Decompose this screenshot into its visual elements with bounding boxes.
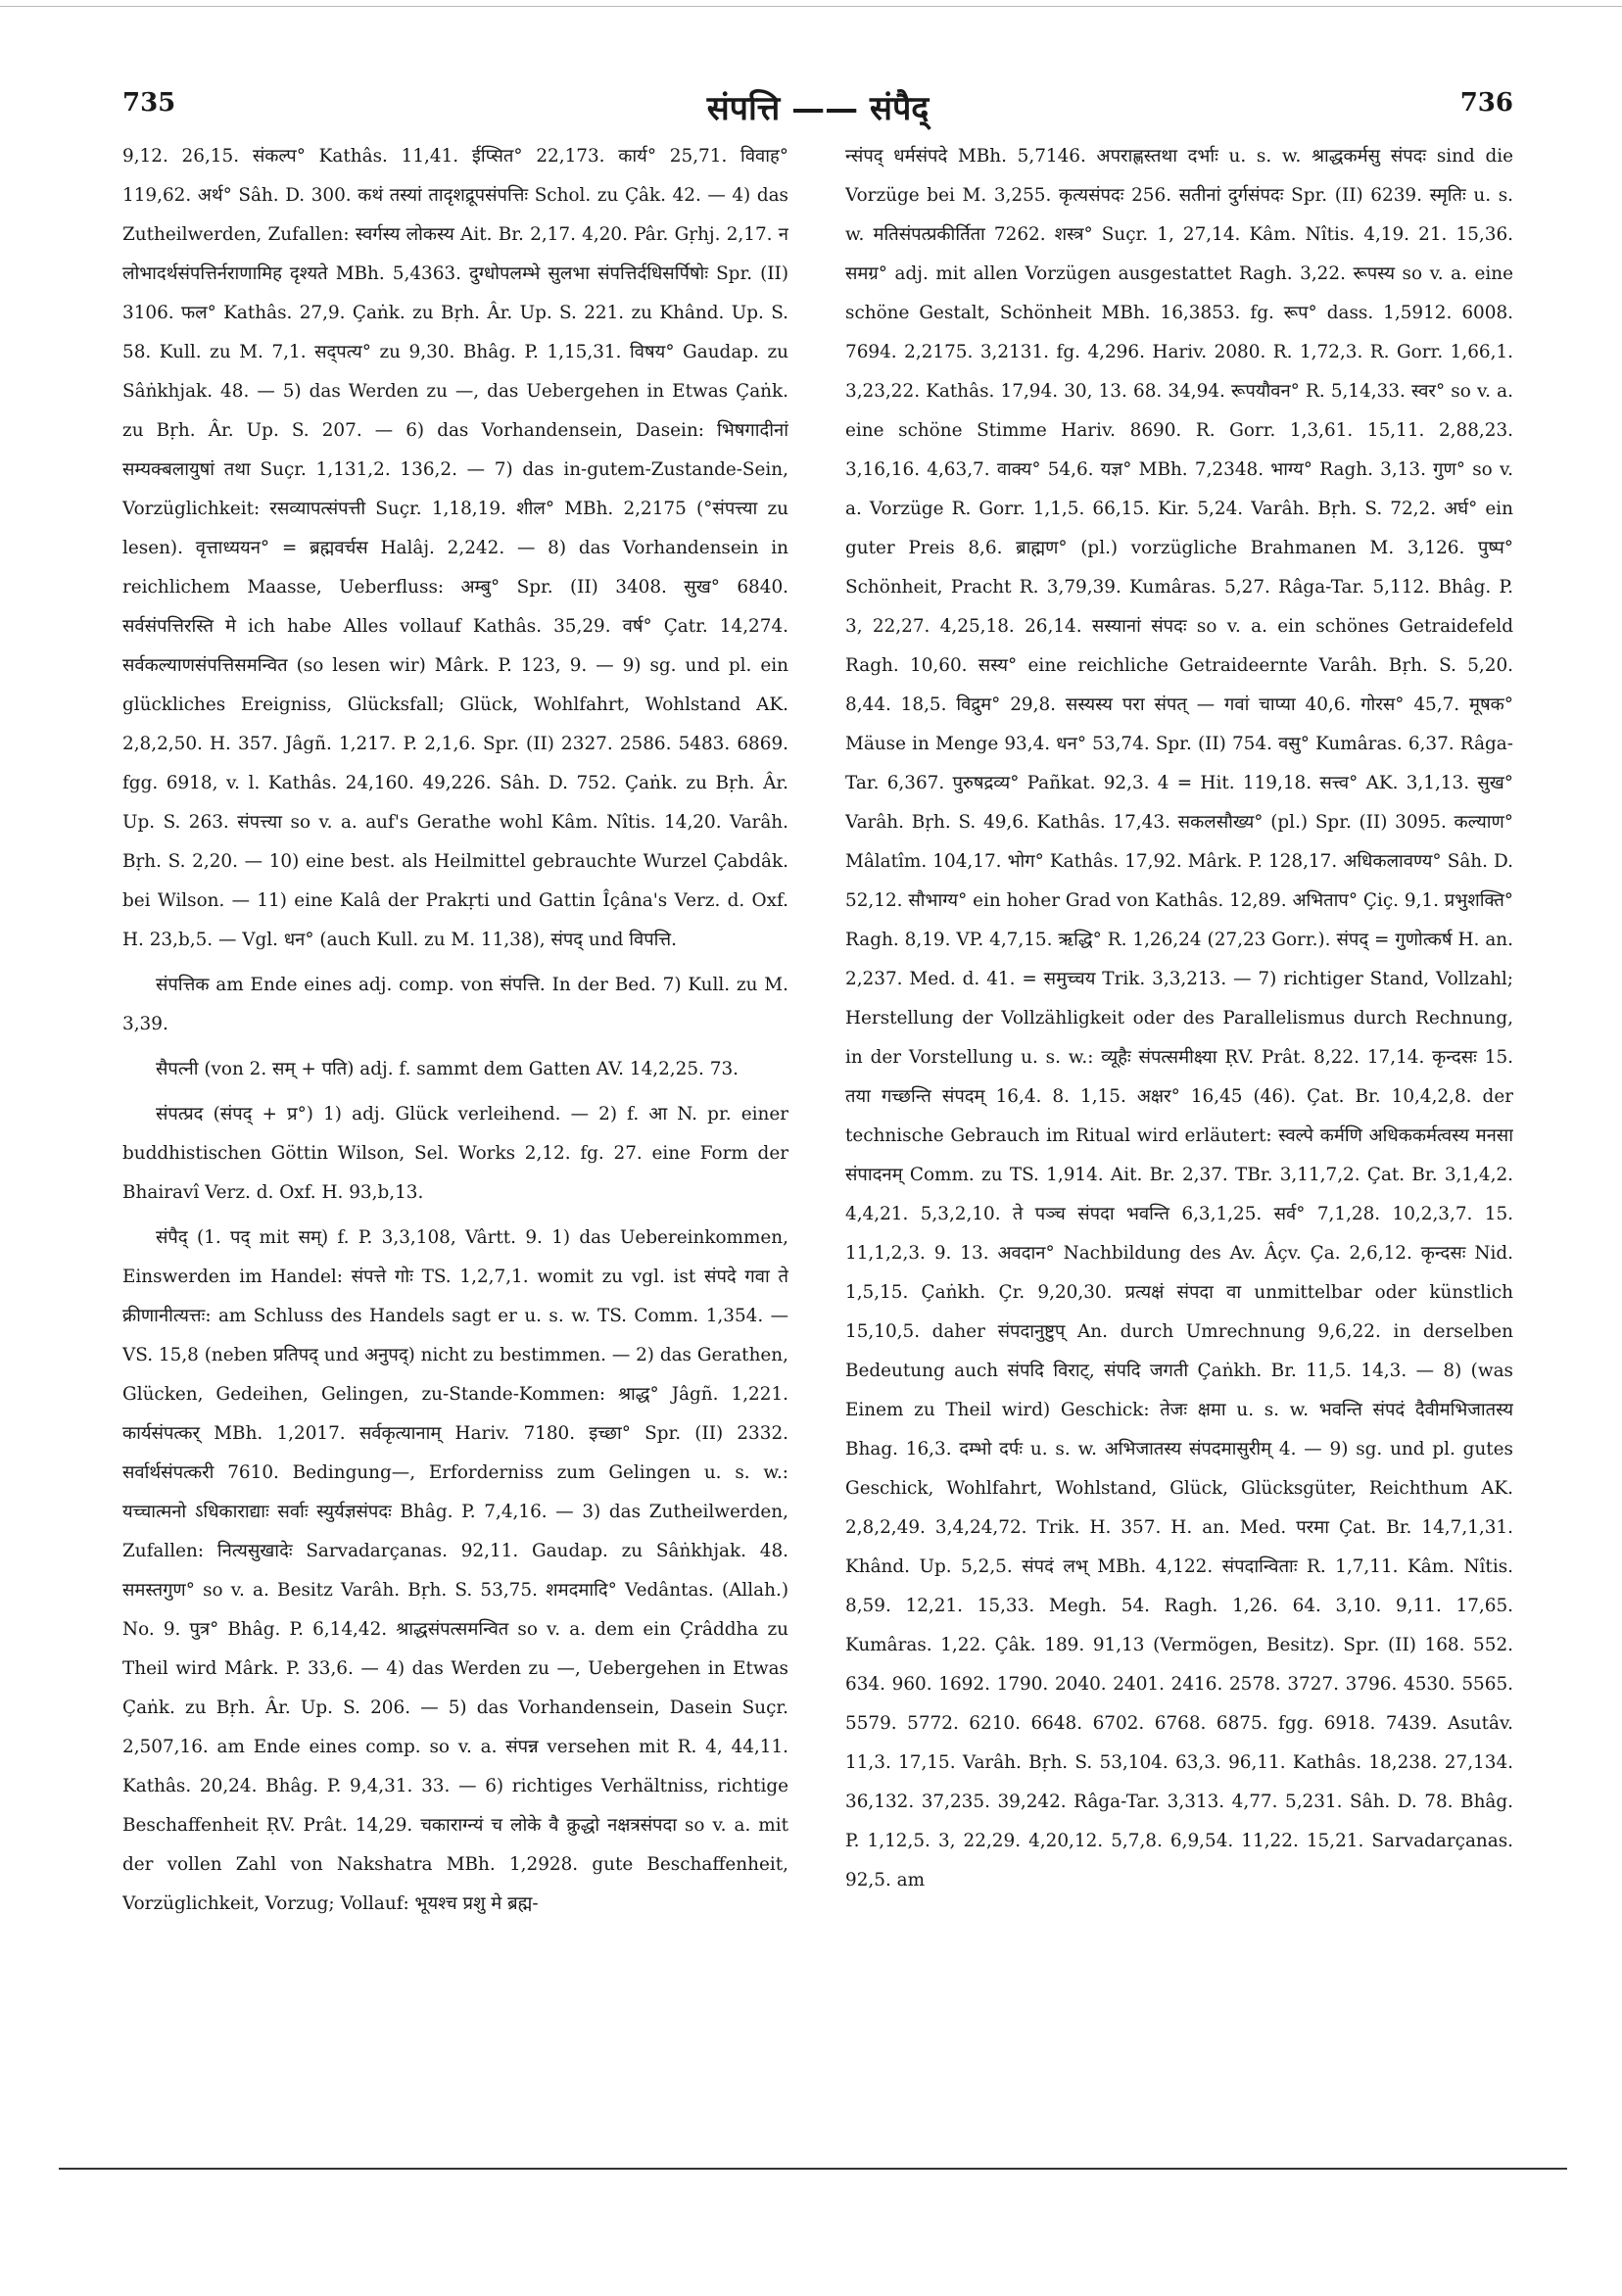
entry-sampattika: संपत्तिक am Ende eines adj. comp. von संपत्ति. In der Bed. 7) Kull. zu M. 3,39. [122,975,788,1034]
entry-sampatprada: संपत्प्रद (संपद् + प्र°) 1) adj. Glück verleihend. — 2) f. आ N. pr. einer buddhistischen Göttin Wilson, Sel. Works 2,12. fg. 27. eine Form der Bhairavî Verz. d. Oxf. H. 93,b,13. [122,1104,788,1203]
top-edge-rule [0,0,1622,7]
page-number-right: 736 [1459,88,1513,118]
page-number-left: 735 [122,88,176,118]
entry-sampad: संपैद् (1. पद् mit सम्) f. P. 3,3,108, Vârtt. 9. 1) das Uebereinkommen, Einswerden im Handel: संपत्ते गोः TS. 1,2,7,1. womit zu vgl. ist संपदे गवा ते क्रीणानीत्यत्तः: am Schluss des Handels sagt er u. s. w. TS. Comm. 1,354. — VS. 15,8 (neben प्रतिपद् und अनुपद्) nicht zu bestimmen. — 2) das Gerathen, Glücken, Gedeihen, Gelingen, zu-Stande-Kommen: श्राद्ध° Jâgñ. 1,221. कार्यसंपत्कर् MBh. 1,2017. सर्वकृत्यानाम् Hariv. 7180. इच्छा° Spr. (II) 2332. सर्वार्थसंपत्करी 7610. Bedingung—, Erforderniss zum Gelingen u. s. w.: यच्चात्मनो ऽधिकाराद्याः सर्वाः स्युर्यज्ञसंपदः Bhâg. P. 7,4,16. — 3) das Zutheilwerden, Zufallen: नित्यसुखादेः Sarvadarçanas. 92,11. Gaudap. zu Sâṅkhjak. 48. समस्तगुण° so v. a. Besitz Varâh. Bṛh. S. 53,75. शमदमादि° Vedântas. (Allah.) No. 9. पुत्र° Bhâg. P. 6,14,42. श्राद्धसंपत्समन्वित so v. a. dem ein Çrâddha zu Theil wird Mârk. P. 33,6. — 4) das Werden zu —, Uebergehen in Etwas Çaṅk. zu Bṛh. Âr. Up. S. 206. — 5) das Vorhandensein, Dasein Suçr. 2,507,16. am Ende eines comp. so v. a. संपन्न versehen mit R. 4, 44,11. Kathâs. 20,24. Bhâg. P. 9,4,31. 33. — 6) richtiges Verhältniss, richtige Beschaffenheit ṚV. Prât. 14,29. चकाराग्न्यं च लोके वै क्रुद्धो नक्षत्रसंपदा so v. a. mit der vollen Zahl von Nakshatra MBh. 1,2928. gute Beschaffenheit, Vorzüglichkeit, Vorzug; Vollauf: भूयश्च प्रशु मे ब्रह्म- [122,1227,788,1914]
running-title: संपत्ति —— संपैद् [706,89,930,128]
right-column [845,137,1513,2057]
entry-sapatni: सैपत्नी (von 2. सम् + पति) adj. f. sammt dem Gatten AV. 14,2,25. 73. [156,1059,739,1079]
entry-sampatti-continued: 9,12. 26,15. संकल्प° Kathâs. 11,41. ईप्सित° 22,173. कार्य° 25,71. विवाह° 119,62. अर्थ° Sâh. D. 300. कथं तस्यां तादृशद्रूपसंपत्तिः Schol. zu Çâk. 42. — 4) das Zutheilwerden, Zufallen: स्वर्गस्य लोकस्य Ait. Br. 2,17. 4,20. Pâr. Gṛhj. 2,17. न लोभादर्थसंपत्तिर्नराणामिह दृश्यते MBh. 5,4363. दुग्धोपलम्भे सुलभा संपत्तिर्दधिसर्पिषोः Spr. (II) 3106. फल° Kathâs. 27,9. Çaṅk. zu Bṛh. Âr. Up. S. 221. zu Khând. Up. S. 58. Kull. zu M. 7,1. सद्पत्य° zu 9,30. Bhâg. P. 1,15,31. विषय° Gaudap. zu Sâṅkhjak. 48. — 5) das Werden zu —, das Uebergehen in Etwas Çaṅk. zu Bṛh. Âr. Up. S. 207. — 6) das Vorhandensein, Dasein: भिषगादीनां सम्यक्बलायुषां तथा Suçr. 1,131,2. 136,2. — 7) das in-gutem-Zustande-Sein, Vorzüglichkeit: रसव्यापत्संपत्ती Suçr. 1,18,19. शील° MBh. 2,2175 (°संपत्त्या zu lesen). वृत्ताध्ययन° = ब्रह्मवर्चस Halâj. 2,242. — 8) das Vorhandensein in reichlichem Maasse, Ueberfluss: अम्बु° Spr. (II) 3408. सुख° 6840. सर्वसंपत्तिरस्ति मे ich habe Alles vollauf Kathâs. 35,29. वर्ष° Çatr. 14,274. सर्वकल्याणसंपत्तिसमन्वित (so lesen wir) Mârk. P. 123, 9. — 9) sg. und pl. ein glückliches Ereigniss, Glücksfall; Glück, Wohlfahrt, Wohlstand AK. 2,8,2,50. H. 357. Jâgñ. 1,217. P. 2,1,6. Spr. (II) 2327. 2586. 5483. 6869. fgg. 6918, v. l. Kathâs. 24,160. 49,226. Sâh. D. 752. Çaṅk. zu Bṛh. Âr. Up. S. 263. संपत्त्या so v. a. auf's Gerathe wohl Kâm. Nîtis. 14,20. Varâh. Bṛh. S. 2,20. — 10) eine best. als Heilmittel gebrauchte Wurzel Çabdâk. bei Wilson. — 11) eine Kalâ der Prakṛti und Gattin Îçâna's Verz. d. Oxf. H. 23,b,5. — Vgl. धन° (auch Kull. zu M. 11,38), संपद् und विपत्ति. [122,146,788,950]
page-header [122,88,1513,137]
left-column [122,137,788,2057]
entry-sampad-continued: न्संपद् धर्मसंपदे MBh. 5,7146. अपराह्णस्तथा दर्भाः u. s. w. श्राद्धकर्मसु संपदः sind die Vorzüge bei M. 3,255. कृत्यसंपदः 256. सतीनां दुर्गसंपदः Spr. (II) 6239. स्मृतिः u. s. w. मतिसंपत्प्रकीर्तिता 7262. शस्त्र° Suçr. 1, 27,14. Kâm. Nîtis. 4,19. 21. 15,36. समग्र° adj. mit allen Vorzügen ausgestattet Ragh. 3,22. रूपस्य so v. a. eine schöne Gestalt, Schönheit MBh. 16,3853. fg. रूप° dass. 1,5912. 6008. 7694. 2,2175. 3,2131. fg. 4,296. Hariv. 2080. R. 1,72,3. R. Gorr. 1,66,1. 3,23,22. Kathâs. 17,94. 30, 13. 68. 34,94. रूपयौवन° R. 5,14,33. स्वर° so v. a. eine schöne Stimme Hariv. 8690. R. Gorr. 1,3,61. 15,11. 2,88,23. 3,16,16. 4,63,7. वाक्य° 54,6. यज्ञ° MBh. 7,2348. भाग्य° Ragh. 3,13. गुण° so v. a. Vorzüge R. Gorr. 1,1,5. 66,15. Kir. 5,24. Varâh. Bṛh. S. 72,2. अर्घ° ein guter Preis 8,6. ब्राह्मण° (pl.) vorzügliche Brahmanen M. 3,126. पुष्प° Schönheit, Pracht R. 3,79,39. Kumâras. 5,27. Râga-Tar. 5,112. Bhâg. P. 3, 22,27. 4,25,18. 26,14. सस्यानां संपदः so v. a. ein schönes Getraidefeld Ragh. 10,60. सस्य° eine reichliche Getraideernte Varâh. Bṛh. S. 5,20. 8,44. 18,5. विद्रुम° 29,8. सस्यस्य परा संपत् — गवां चाप्या 40,6. गोरस° 45,7. मूषक° Mäuse in Menge 93,4. धन° 53,74. Spr. (II) 754. वसु° Kumâras. 6,37. Râga-Tar. 6,367. पुरुषद्रव्य° Pañkat. 92,3. 4 = Hit. 119,18. सत्त्व° AK. 3,1,13. सुख° Varâh. Bṛh. S. 49,6. Kathâs. 17,43. सकलसौख्य° (pl.) Spr. (II) 3095. कल्याण° Mâlatîm. 104,17. भोग° Kathâs. 17,92. Mârk. P. 128,17. अधिकलावण्य° Sâh. D. 52,12. सौभाग्य° ein hoher Grad von Kathâs. 12,89. अभिताप° Çiç. 9,1. प्रभुशक्ति° Ragh. 8,19. VP. 4,7,15. ऋद्धि° R. 1,26,24 (27,23 Gorr.). संपद् = गुणोत्कर्ष H. an. 2,237. Med. d. 41. = समुच्चय Trik. 3,3,213. — 7) richtiger Stand, Vollzahl; Herstellung der Vollzähligkeit oder des Parallelismus durch Rechnung, in der Vorstellung u. s. w.: व्यूहैः संपत्समीक्ष्या ṚV. Prât. 8,22. 17,14. कृन्दसः 15. तया गच्छन्ति संपदम् 16,4. 8. 1,15. अक्षर° 16,45 (46). Çat. Br. 10,4,2,8. der technische Gebrauch im Ritual wird erläutert: स्वल्पे कर्मणि अधिककर्मत्वस्य मनसा संपादनम् Comm. zu TS. 1,914. Ait. Br. 2,37. TBr. 3,11,7,2. Çat. Br. 3,1,4,2. 4,4,21. 5,3,2,10. ते पञ्च संपदा भवन्ति 6,3,1,25. सर्व° 7,1,28. 10,2,3,7. 15. 11,1,2,3. 9. 13. अवदान° Nachbildung des Av. Âçv. Ça. 2,6,12. कृन्दसः Nid. 1,5,15. Çaṅkh. Çr. 9,20,30. प्रत्यक्षं संपदा वा unmittelbar oder künstlich 15,10,5. daher संपदानुष्टुप् An. durch Umrechnung 9,6,22. in derselben Bedeutung auch संपदि विराट्, संपदि जगती Çaṅkh. Br. 11,5. 14,3. — 8) (was Einem zu Theil wird) Geschick: तेजः क्षमा u. s. w. भवन्ति संपदं दैवीमभिजातस्य Bhag. 16,3. दम्भो दर्पः u. s. w. अभिजातस्य संपदमासुरीम् 4. — 9) sg. und pl. gutes Geschick, Wohlfahrt, Wohlstand, Glück, Glücksgüter, Reichthum AK. 2,8,2,49. 3,4,24,72. Trik. H. 357. H. an. Med. परमा Çat. Br. 14,7,1,31. Khând. Up. 5,2,5. संपदं लभ् MBh. 4,122. संपदान्विताः R. 1,7,11. Kâm. Nîtis. 8,59. 12,21. 15,33. Megh. 54. Ragh. 1,26. 64. 3,10. 9,11. 17,65. Kumâras. 1,22. Çâk. 189. 91,13 (Vermögen, Besitz). Spr. (II) 168. 552. 634. 960. 1692. 1790. 2040. 2401. 2416. 2578. 3727. 3796. 4530. 5565. 5579. 5772. 6210. 6648. 6702. 6768. 6875. fgg. 6918. 7439. Asutâv. 11,3. 17,15. Varâh. Bṛh. S. 53,104. 63,3. 96,11. Kathâs. 18,238. 27,134. 36,132. 37,235. 39,242. Râga-Tar. 3,313. 4,77. 5,231. Sâh. D. 78. Bhâg. P. 1,12,5. 3, 22,29. 4,20,12. 5,7,8. 6,9,54. 11,22. 15,21. Sarvadarçanas. 92,5. am [845,146,1513,1890]
bottom-rule [59,2168,1567,2170]
